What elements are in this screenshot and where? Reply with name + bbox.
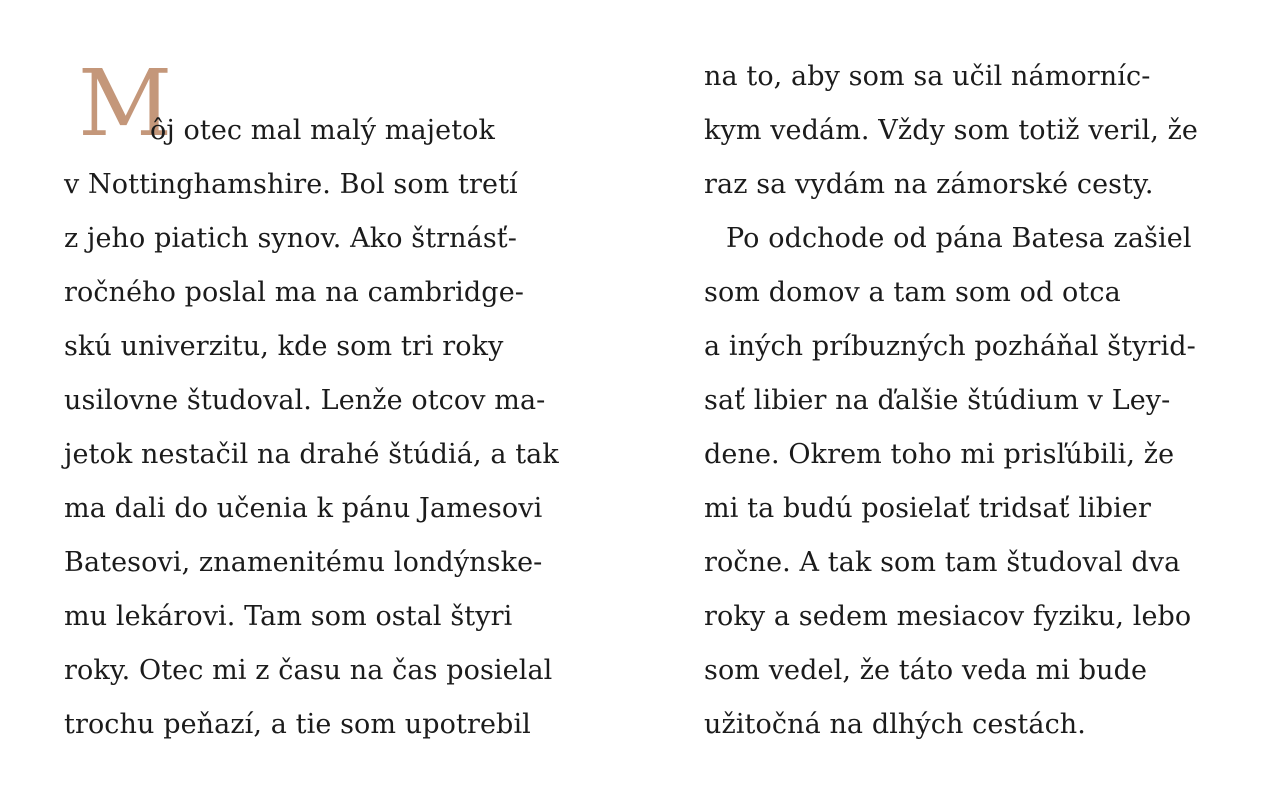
text-line: som domov a tam som od otca: [704, 277, 1121, 308]
text-line: mi ta budú posielať tridsať libier: [704, 493, 1151, 524]
text-line: ročne. A tak som tam študoval dva: [704, 547, 1181, 578]
text-line: Batesovi, znamenitému londýnske-: [64, 547, 543, 578]
text-line: som vedel, že táto veda mi bude: [704, 655, 1148, 686]
text-line: na to, aby som sa učil námorníc-: [704, 61, 1151, 92]
text-line: užitočná na dlhých cestách.: [704, 709, 1086, 740]
paragraph-start-line: Po odchode od pána Batesa zašiel: [726, 223, 1192, 254]
text-line: a iných príbuzných pozháňal štyrid-: [704, 331, 1196, 362]
text-line: kym vedám. Vždy som totiž veril, že: [704, 115, 1198, 146]
text-line: trochu peňazí, a tie som upotrebil: [64, 709, 531, 740]
text-line: ôj otec mal malý majetok: [150, 115, 496, 146]
text-line: v Nottinghamshire. Bol som tretí: [64, 169, 518, 200]
text-line: sať libier na ďalšie štúdium v Ley-: [704, 385, 1171, 416]
text-line: z jeho piatich synov. Ako štrnásť-: [64, 223, 517, 254]
text-line: roky. Otec mi z času na čas posielal: [64, 655, 553, 686]
text-line: ma dali do učenia k pánu Jamesovi: [64, 493, 543, 524]
text-line: jetok nestačil na drahé štúdiá, a tak: [64, 439, 559, 470]
text-line: usilovne študoval. Lenže otcov ma-: [64, 385, 546, 416]
text-line: skú univerzitu, kde som tri roky: [64, 331, 504, 362]
text-line: roky a sedem mesiacov fyziku, lebo: [704, 601, 1192, 632]
text-line: ročného poslal ma na cambridge-: [64, 277, 524, 308]
text-line: mu lekárovi. Tam som ostal štyri: [64, 601, 513, 632]
text-line: raz sa vydám na zámorské cesty.: [704, 169, 1154, 200]
text-line: dene. Okrem toho mi prisľúbili, že: [704, 439, 1175, 470]
drop-cap: M: [78, 50, 173, 157]
